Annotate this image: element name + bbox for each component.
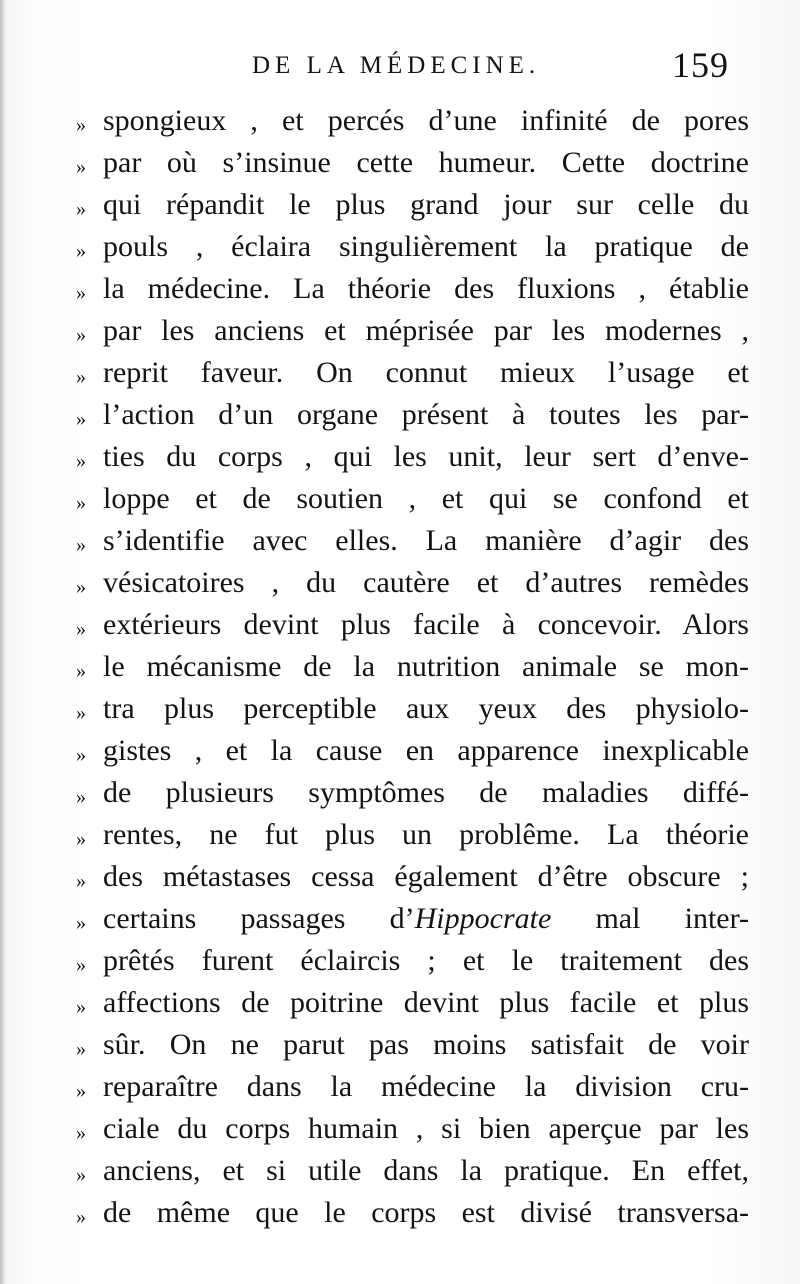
text-line	[0, 100, 800, 142]
quotation-mark: »	[76, 408, 86, 430]
quotation-mark: »	[76, 114, 86, 136]
text-line	[0, 1024, 800, 1066]
text-line	[0, 982, 800, 1024]
text-line	[0, 898, 800, 940]
line-text-segment: prêtés furent éclaircis ; et le traitement des	[103, 944, 749, 977]
quotation-mark: »	[76, 1038, 86, 1060]
quotation-mark: »	[76, 618, 86, 640]
line-text-segment: vésicatoires , du cautère et d’autres remèdes	[103, 566, 749, 599]
line-text-segment: des métastases cessa également d’être obscure ;	[103, 860, 749, 893]
line-text	[103, 814, 749, 856]
line-text	[103, 100, 749, 142]
text-line	[0, 268, 800, 310]
line-text-segment: par les anciens et méprisée par les modernes ,	[103, 314, 749, 347]
line-text-segment: affections de poitrine devint plus facile et plus	[103, 986, 749, 1019]
line-text	[103, 856, 749, 898]
line-text-segment: sûr. On ne parut pas moins satisfait de voir	[103, 1028, 749, 1061]
line-text	[103, 184, 749, 226]
line-text-segment: le mécanisme de la nutrition animale se mon-	[103, 650, 749, 683]
text-line	[0, 142, 800, 184]
line-text-segment: gistes , et la cause en apparence inexplicable	[103, 734, 749, 767]
quotation-mark: »	[76, 282, 86, 304]
quotation-mark: »	[76, 996, 86, 1018]
text-line	[0, 1192, 800, 1234]
text-line	[0, 1150, 800, 1192]
line-text	[103, 646, 749, 688]
text-line	[0, 520, 800, 562]
quotation-mark: »	[76, 534, 86, 556]
quotation-mark: »	[76, 1206, 86, 1228]
line-text	[103, 1024, 749, 1066]
line-text	[103, 772, 749, 814]
quotation-mark: »	[76, 1080, 86, 1102]
line-text-segment: extérieurs devint plus facile à concevoir. Alors	[103, 608, 749, 641]
quotation-mark: »	[76, 828, 86, 850]
line-text-segment: reprit faveur. On connut mieux l’usage et	[103, 356, 749, 389]
quotation-mark: »	[76, 870, 86, 892]
line-text	[103, 898, 749, 940]
line-text-segment: de plusieurs symptômes de maladies diffé-	[103, 776, 749, 809]
quotation-mark: »	[76, 576, 86, 598]
line-text	[103, 436, 749, 478]
quotation-mark: »	[76, 492, 86, 514]
quotation-mark: »	[76, 954, 86, 976]
line-text-segment: certains passages d’	[103, 902, 415, 935]
line-text-segment: spongieux , et percés d’une infinité de pores	[103, 104, 749, 137]
line-text	[103, 1192, 749, 1234]
quotation-mark: »	[76, 240, 86, 262]
line-text	[103, 310, 749, 352]
line-text-segment: mal inter-	[551, 902, 749, 935]
quotation-mark: »	[76, 744, 86, 766]
text-line	[0, 646, 800, 688]
text-line	[0, 814, 800, 856]
line-text-segment: l’action d’un organe présent à toutes les par-	[103, 398, 749, 431]
page-number: 159	[672, 45, 729, 85]
text-line	[0, 1066, 800, 1108]
quotation-mark: »	[76, 1122, 86, 1144]
line-text	[103, 562, 749, 604]
quotation-mark: »	[76, 702, 86, 724]
line-text-segment: anciens, et si utile dans la pratique. En effet,	[103, 1154, 749, 1187]
line-text	[103, 604, 749, 646]
text-line	[0, 394, 800, 436]
quotation-mark: »	[76, 156, 86, 178]
quotation-mark: »	[76, 366, 86, 388]
line-text	[103, 352, 749, 394]
quotation-mark: »	[76, 1164, 86, 1186]
line-text-segment: par où s’insinue cette humeur. Cette doctrine	[103, 146, 749, 179]
quotation-mark: »	[76, 324, 86, 346]
line-text-segment: qui répandit le plus grand jour sur celle du	[103, 188, 749, 221]
text-line	[0, 688, 800, 730]
line-text-segment: reparaître dans la médecine la division cru-	[103, 1070, 749, 1103]
text-line	[0, 226, 800, 268]
line-text-segment: s’identifie avec elles. La manière d’agir des	[103, 524, 749, 557]
text-line	[0, 940, 800, 982]
text-line	[0, 730, 800, 772]
body-text	[0, 100, 800, 1234]
line-text	[103, 940, 749, 982]
text-line	[0, 1108, 800, 1150]
line-text-segment: rentes, ne fut plus un problême. La théorie	[103, 818, 749, 851]
text-line	[0, 856, 800, 898]
text-line	[0, 184, 800, 226]
quotation-mark: »	[76, 786, 86, 808]
line-text	[103, 688, 749, 730]
line-text-segment: ties du corps , qui les unit, leur sert d’enve-	[103, 440, 749, 473]
line-text	[103, 394, 749, 436]
text-line	[0, 310, 800, 352]
page-header	[0, 40, 800, 90]
line-text-segment: ciale du corps humain , si bien aperçue par les	[103, 1112, 749, 1145]
line-text	[103, 982, 749, 1024]
line-text	[103, 142, 749, 184]
running-title: DE LA MÉDECINE.	[252, 52, 541, 79]
line-text	[103, 1066, 749, 1108]
text-line	[0, 772, 800, 814]
italic-name: Hippocrate	[414, 902, 552, 935]
text-line	[0, 352, 800, 394]
text-line	[0, 478, 800, 520]
line-text	[103, 226, 749, 268]
line-text	[103, 1108, 749, 1150]
line-text-segment: la médecine. La théorie des fluxions , établie	[103, 272, 749, 305]
line-text	[103, 520, 749, 562]
line-text-segment: tra plus perceptible aux yeux des physiolo-	[103, 692, 749, 725]
text-line	[0, 562, 800, 604]
quotation-mark: »	[76, 660, 86, 682]
quotation-mark: »	[76, 912, 86, 934]
quotation-mark: »	[76, 198, 86, 220]
text-line	[0, 604, 800, 646]
line-text	[103, 268, 749, 310]
line-text	[103, 1150, 749, 1192]
line-text-segment: de même que le corps est divisé transversa-	[103, 1196, 749, 1229]
quotation-mark: »	[76, 450, 86, 472]
line-text	[103, 730, 749, 772]
text-line	[0, 436, 800, 478]
line-text	[103, 478, 749, 520]
line-text-segment: loppe et de soutien , et qui se confond et	[103, 482, 749, 515]
line-text-segment: pouls , éclaira singulièrement la pratique de	[103, 230, 749, 263]
